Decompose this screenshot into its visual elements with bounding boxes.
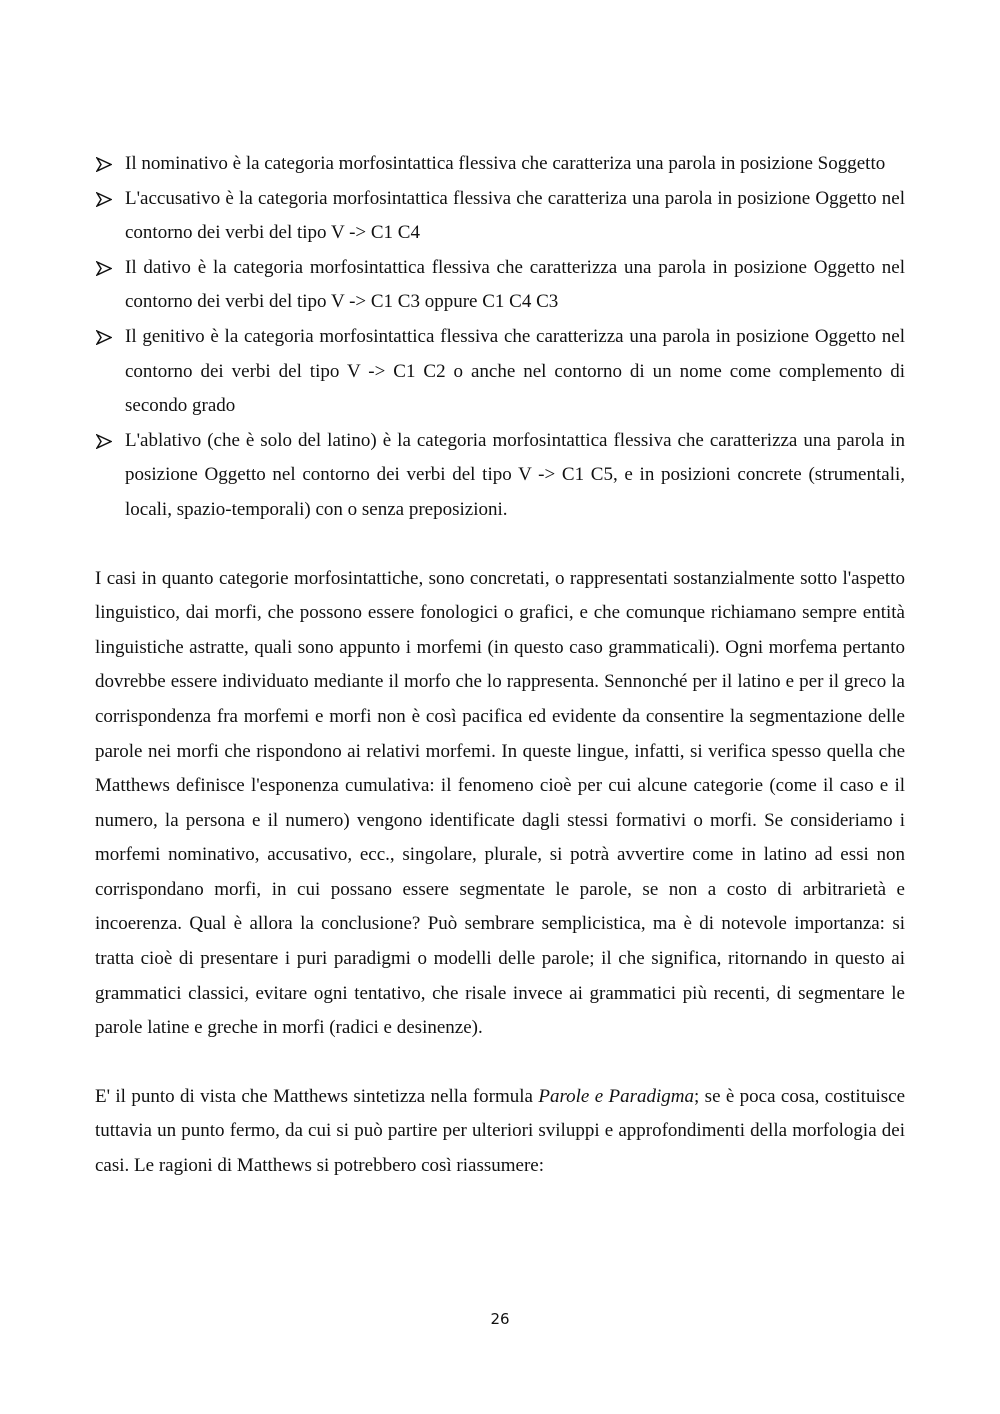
list-item-text: L'accusativo è la categoria morfosintattica flessiva che caratteriza una parola in posizione Oggetto nel contorno dei verbi del tipo V -> C1 C4 [125, 187, 905, 244]
arrowhead-bullet-icon [95, 424, 113, 459]
page-number: 26 [490, 1310, 510, 1328]
arrowhead-bullet-icon [95, 251, 113, 286]
list-item [95, 147, 905, 182]
emphasized-title: Parole e Paradigma [538, 1085, 695, 1107]
body-paragraph: I casi in quanto categorie morfosintattiche, sono concretati, o rappresentati sostanzialmente sotto l'aspetto linguistico, dai morfi, che possono essere fonologici o grafici, e che comunque richiamano sempre entità linguistiche astratte, quali sono appunto i morfemi (in questo caso grammaticali). Ogni morfema pertanto dovrebbe essere individuato mediante il morfo che lo rappresenta. Sennonché per il latino e per il greco la corrispondenza fra morfemi e morfi non è così pacifica ed evidente da consentire la segmentazione delle parole nei morfi che rispondono ai relativi morfemi. In queste lingue, infatti, si verifica spesso quella che Matthews definisce l'esponenza cumulativa: il fenomeno cioè per cui alcune categorie (come il caso e il numero, la persona e il numero) vengono identificate dagli stessi formativi o morfi. Se consideriamo i morfemi nominativo, accusativo, ecc., singolare, plurale, si potrà avvertire come in latino ad essi non corrispondano morfi, in cui possano essere segmentate le parole, se non a costo di arbitrarietà e incoerenza. Qual è allora la conclusione? Può sembrare semplicistica, ma è di notevole importanza: si tratta cioè di presentare i puri paradigmi o modelli delle parole; il che significa, ritornando in questo ai grammatici classici, evitare ogni tentativo, che risale invece ai grammatici più recenti, di segmentare le parole latine e greche in morfi (radici e desinenze). [95, 567, 905, 1039]
document-page [95, 147, 905, 1184]
arrowhead-bullet-icon [95, 320, 113, 355]
list-item [95, 251, 905, 320]
body-paragraph [95, 1080, 905, 1184]
list-item [95, 424, 905, 528]
list-item [95, 320, 905, 424]
list-item-text: Il dativo è la categoria morfosintattica flessiva che caratterizza una parola in posizione Oggetto nel contorno dei verbi del tipo V -> C1 C3 oppure C1 C4 C3 [125, 256, 905, 313]
list-item-text: L'ablativo (che è solo del latino) è la categoria morfosintattica flessiva che caratterizza una parola in posizione Oggetto nel contorno dei verbi del tipo V -> C1 C5, e in posizioni concrete (strumentali, locali, spazio-temporali) con o senza preposizioni. [125, 429, 905, 520]
list-item-text: Il genitivo è la categoria morfosintattica flessiva che caratterizza una parola in posizione Oggetto nel contorno dei verbi del tipo V -> C1 C2 o anche nel contorno di un nome come complemento di secondo grado [125, 325, 905, 417]
case-definitions-list [95, 147, 905, 528]
list-item-text: Il nominativo è la categoria morfosintattica flessiva che caratteriza una parola in posizione Soggetto [125, 153, 886, 174]
list-item [95, 182, 905, 251]
arrowhead-bullet-icon [95, 182, 113, 217]
paragraph-text: ; se è poca cosa, costituisce tuttavia un punto fermo, da cui si può partire per ulteriori sviluppi e approfondimenti della morfologia dei casi. Le ragioni di Matthews si potrebbero così riassumere: [95, 1085, 905, 1177]
arrowhead-bullet-icon [95, 147, 113, 182]
paragraph-text: E' il punto di vista che Matthews sintetizza nella formula [95, 1085, 539, 1107]
